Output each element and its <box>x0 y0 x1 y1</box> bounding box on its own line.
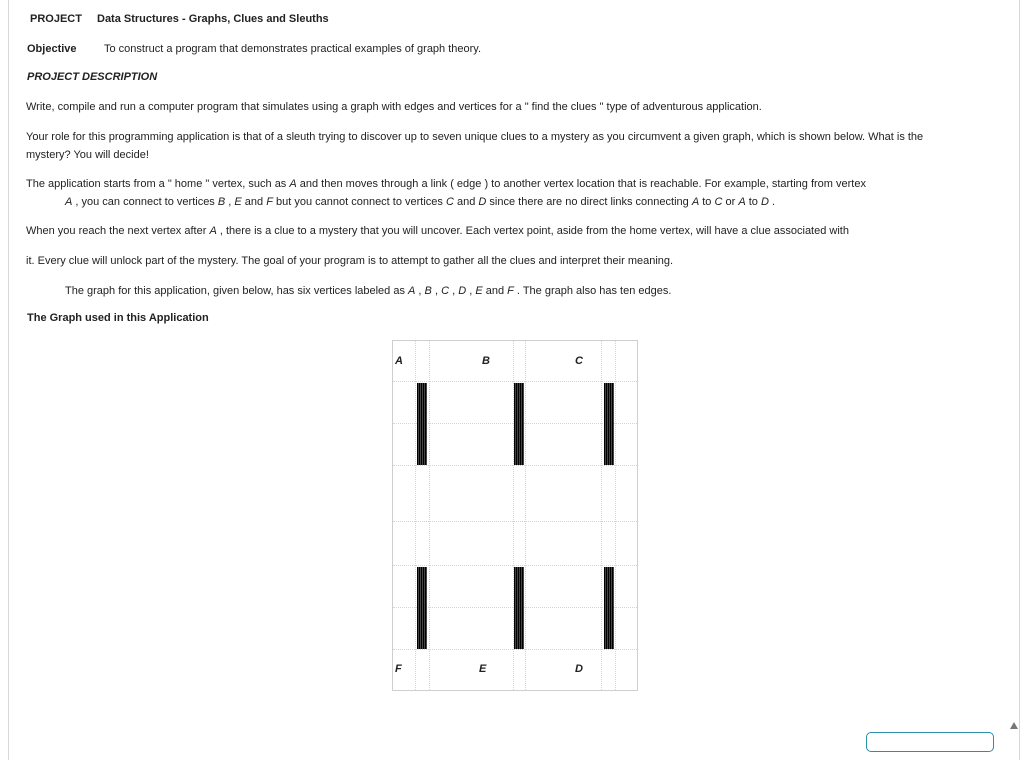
vertex-label-d: D <box>575 663 583 675</box>
edge-d-bottom <box>604 567 614 649</box>
vertex-label-b: B <box>482 355 490 367</box>
grid-line <box>525 341 526 690</box>
paragraph-3-line-1: The application starts from a " home " vertex, such as A and then moves through a link ( edge ) to another vertex location that is reachable. For example, starting from vertex <box>26 178 866 190</box>
paragraph-5: it. Every clue will unlock part of the mystery. The goal of your program is to attempt to gather all the clues and interpret their meaning. <box>26 255 674 267</box>
project-title: Data Structures - Graphs, Clues and Sleuths <box>97 13 329 25</box>
paragraph-3-line-2: A , you can connect to vertices B , E and F but you cannot connect to vertices C and D since there are no direct links connecting A to C or A to D . <box>65 196 776 208</box>
paragraph-6: The graph for this application, given below, has six vertices labeled as A , B , C , D , E and F . The graph also has ten edges. <box>65 285 672 297</box>
edge-f-bottom <box>417 567 427 649</box>
paragraph-1: Write, compile and run a computer program that simulates using a graph with edges and vertices for a " find the clues " type of adventurous application. <box>26 101 762 113</box>
edge-e-bottom <box>514 567 524 649</box>
edge-c-top <box>604 383 614 465</box>
vertex-label-c: C <box>575 355 583 367</box>
project-label: PROJECT <box>30 13 82 25</box>
edge-a-top <box>417 383 427 465</box>
scroll-up-icon[interactable] <box>1010 722 1018 729</box>
graph-figure <box>392 340 638 691</box>
grid-line <box>415 341 416 690</box>
grid-line <box>429 341 430 690</box>
graph-heading: The Graph used in this Application <box>27 312 209 324</box>
vertex-label-a: A <box>395 355 403 367</box>
paragraph-2-line-2: mystery? You will decide! <box>26 149 149 161</box>
grid-line <box>601 341 602 690</box>
objective-text: To construct a program that demonstrates practical examples of graph theory. <box>104 43 482 55</box>
edge-b-top <box>514 383 524 465</box>
objective-label: Objective <box>27 43 77 55</box>
paragraph-4: When you reach the next vertex after A , there is a clue to a mystery that you will uncover. Each vertex point, aside from the home vertex, will have a clue associated with <box>26 225 849 237</box>
grid-line <box>615 341 616 690</box>
description-heading: PROJECT DESCRIPTION <box>27 71 158 83</box>
partial-button[interactable] <box>866 732 994 752</box>
vertex-label-e: E <box>479 663 487 675</box>
paragraph-2-line-1: Your role for this programming application is that of a sleuth trying to discover up to seven unique clues to a mystery as you circumvent a given graph, which is shown below. What is the <box>26 131 924 143</box>
vertex-label-f: F <box>395 663 402 675</box>
